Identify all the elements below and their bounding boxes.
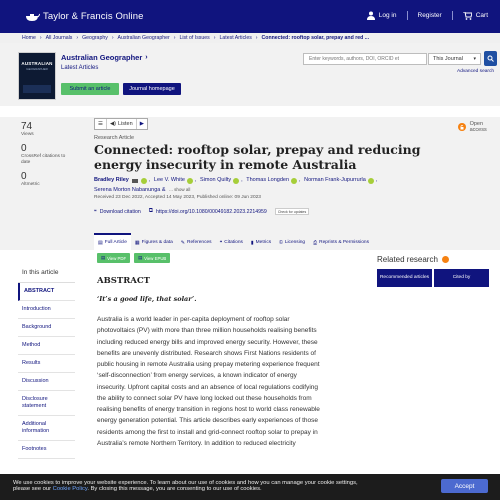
email-icon [132, 179, 138, 183]
check-for-updates-button[interactable]: Check for updates [275, 208, 309, 215]
register-link[interactable]: Register [417, 12, 442, 19]
abstract-line: Australia is a world leader in per-capita deployment of rooftop solar [97, 316, 290, 323]
article-title: Connected: rooftop solar, prepay and reducing energy insecurity in remote Australia [94, 142, 421, 172]
crossref-label: CrossRef citations to date [21, 154, 66, 165]
toc-item-footnotes[interactable]: Footnotes [18, 441, 75, 459]
toc-item-additional-info[interactable]: Additional information [18, 416, 75, 441]
altmetric-count: 0 [21, 171, 27, 182]
tab-label: Full Article [104, 240, 127, 245]
tab-label: Citations [224, 240, 243, 245]
toc-item-background[interactable]: Background [18, 319, 75, 337]
author-item[interactable]: Serena Morton Nabanunga & [94, 187, 166, 193]
author-item[interactable]: Bradley Riley , [94, 177, 151, 183]
abstract-line: photovoltaics (PV) with more than three million households realising benefits [97, 327, 317, 335]
toc-item-disclosure[interactable]: Disclosure statement [18, 391, 75, 416]
author-name: Norman Frank-Jupurrurla [304, 177, 366, 183]
tab-full-article[interactable] [94, 233, 131, 250]
breadcrumb-separator: › [255, 35, 258, 41]
breadcrumb-home[interactable]: Home [22, 35, 36, 41]
speaker-icon: ◀) [109, 121, 116, 127]
tab-cited-by[interactable]: Cited by [434, 269, 489, 287]
toc-item-method[interactable]: Method [18, 337, 75, 355]
author-item[interactable]: Norman Frank-Jupurrurla , [304, 177, 378, 183]
breadcrumb-separator: › [76, 35, 79, 41]
epub-icon: ▤ [138, 255, 143, 260]
cookie-line-1: We use cookies to improve your website experience. To learn about our use of cookies and how you can manage your cookie settings, [13, 480, 358, 486]
author-list [94, 176, 424, 195]
advanced-search-link[interactable]: Advanced search [457, 69, 495, 74]
listen-label: Listen [118, 121, 133, 127]
abstract-line: insecurity. Upfront capital costs and an absence of local regulations codifying [97, 383, 319, 391]
search-button[interactable] [484, 51, 497, 66]
breadcrumb-separator: › [173, 35, 176, 41]
search-scope-value: This Journal [433, 56, 463, 62]
abstract-line: residents among the first to install and grid-connect rooftop solar to prepay in [97, 428, 318, 436]
cover-subtitle: GEOGRAPHER [26, 67, 48, 71]
tab-reprints-permissions[interactable] [309, 235, 373, 250]
cover-band [23, 85, 51, 93]
tab-label: Licensing [284, 240, 306, 245]
journal-subtitle[interactable]: Latest Articles [61, 65, 99, 71]
listen-button[interactable] [107, 119, 137, 129]
related-research-heading [377, 255, 489, 264]
abstract-epigraph: ‘It’s a good life, that solar’. [97, 295, 197, 303]
cookie-line-2 [13, 486, 433, 492]
abstract-line: realising benefits of energy transition in regions host to world class renewable [97, 406, 320, 413]
author-name: Lee V. White [153, 177, 185, 183]
altmetric-metric[interactable] [21, 172, 71, 188]
menu-icon[interactable]: ☰ [95, 119, 107, 129]
tab-metrics[interactable] [247, 235, 275, 250]
breadcrumb-separator: › [111, 35, 114, 41]
breadcrumb-journal[interactable]: Australian Geographer [117, 35, 170, 41]
author-name: Simon Quilty [199, 177, 232, 183]
top-navigation-bar [0, 0, 500, 33]
download-buttons [97, 253, 174, 263]
tab-citations[interactable] [216, 235, 247, 250]
cookie-message [13, 480, 433, 493]
open-access-label: Open access [469, 121, 487, 133]
abstract-line: the ability to connect solar PV have long locked out these households from [97, 394, 312, 402]
tab-label: References [187, 240, 212, 245]
user-icon [367, 11, 375, 20]
image-icon: ▦ [134, 239, 140, 246]
abstract-line: energy generation potential. This article describes early experiences of those [97, 417, 319, 425]
open-access-lock-icon [458, 123, 466, 131]
orcid-icon[interactable] [187, 178, 193, 184]
chevron-down-icon: ▾ [473, 56, 476, 62]
orcid-icon[interactable] [368, 178, 374, 184]
author-item[interactable]: Simon Quilty , [199, 177, 243, 183]
article-metrics [21, 122, 71, 194]
brand-logo[interactable] [24, 11, 144, 23]
tab-figures-data[interactable] [131, 235, 177, 250]
view-epub-button[interactable] [134, 253, 170, 263]
journal-homepage-button[interactable]: Journal homepage [123, 83, 181, 95]
play-icon[interactable]: ▶ [139, 121, 144, 127]
altmetric-label: Altmetric [21, 182, 40, 187]
bar-chart-icon: ▮ [250, 239, 254, 246]
cart-label: Cart [475, 12, 488, 19]
view-epub-label: View EPUB [144, 255, 167, 261]
toc-heading: In this article [18, 265, 75, 283]
citation-row [94, 208, 309, 215]
author-item[interactable]: Lee V. White , [153, 177, 197, 183]
breadcrumb [0, 33, 500, 43]
tab-label: Reprints & Permissions [319, 240, 369, 245]
views-metric[interactable] [21, 122, 71, 138]
account-actions [367, 11, 488, 20]
journal-header [0, 43, 500, 106]
breadcrumb-issues[interactable]: List of Issues [179, 35, 210, 41]
doi-label: https://doi.org/10.1080/00049182.2023.2214959 [156, 208, 267, 215]
abstract-line: public housing in remote Australia using prepay metering experience frequent [97, 361, 320, 368]
cookie-text-after: . By closing this message, you are consenting to our use of cookies. [87, 486, 262, 493]
submit-article-button[interactable]: Submit an article [61, 83, 119, 95]
cover-title: AUSTRALIAN [21, 61, 53, 66]
info-icon[interactable] [442, 256, 449, 263]
author-name: Bradley Riley [94, 177, 129, 183]
orcid-icon[interactable] [291, 178, 297, 184]
tab-recommended-articles[interactable]: Recommended articles [377, 269, 432, 287]
view-pdf-button[interactable] [97, 253, 130, 263]
download-citation-link[interactable] [94, 209, 141, 215]
orcid-icon[interactable] [233, 178, 239, 184]
related-tabs [377, 269, 489, 287]
views-count: 74 [21, 121, 33, 132]
quote-icon: ❝ [219, 239, 223, 246]
abstract-body [97, 314, 357, 449]
author-name: Thomas Longden [246, 177, 290, 183]
doi-link[interactable] [149, 208, 267, 215]
teapot-logo-icon [24, 11, 40, 23]
toc-item-abstract[interactable]: ABSTRACT [18, 283, 75, 301]
journal-title-link[interactable] [61, 53, 148, 62]
divider [452, 11, 453, 20]
related-research-panel [377, 255, 489, 287]
abstract-heading: ABSTRACT [97, 276, 150, 286]
orcid-icon[interactable] [141, 178, 147, 184]
search-scope-select[interactable] [428, 53, 481, 65]
breadcrumb-all-journals[interactable]: All Journals [45, 35, 73, 41]
search-input[interactable] [303, 53, 427, 65]
chevron-right-icon: › [145, 54, 148, 61]
cookie-policy-link[interactable]: Cookie Policy [52, 486, 88, 493]
breadcrumb-separator: › [39, 35, 42, 41]
abstract-line: including reduced energy bills and improved energy security. However, these [97, 338, 318, 346]
copyright-icon: © [279, 239, 283, 246]
login-label: Log in [378, 12, 397, 19]
accept-cookies-button[interactable]: Accept [441, 479, 488, 493]
abstract-line: benefits are unevenly distributed. Research shows First Nations residents of [97, 349, 316, 357]
login-link[interactable] [367, 11, 397, 20]
pdf-icon: ▤ [101, 255, 106, 260]
toc-item-introduction[interactable]: Introduction [18, 301, 75, 319]
cookie-text-before: please see our [13, 486, 53, 493]
tab-references[interactable] [177, 235, 216, 250]
tab-label: Metrics [255, 240, 272, 245]
tab-licensing[interactable] [275, 235, 309, 250]
author-name: Serena Morton Nabanunga [94, 187, 161, 193]
brand-name: Taylor & Francis Online [43, 11, 144, 22]
search-icon [487, 55, 494, 62]
pencil-icon: ✎ [180, 239, 185, 246]
quote-icon: ❝ [94, 208, 97, 215]
publication-dates: Received 23 Dec 2022, Accepted 14 May 2023, Published online: 09 Jun 2023 [94, 195, 261, 200]
toc-item-discussion[interactable]: Discussion [18, 373, 75, 391]
abstract-line: ‘self-disconnection’ from energy services, a known indicator of energy [97, 372, 297, 380]
journal-cover-image[interactable] [18, 52, 56, 100]
listen-toolbar [94, 118, 148, 130]
view-pdf-label: View PDF [107, 255, 127, 261]
cart-icon [463, 12, 472, 20]
cart-link[interactable] [463, 12, 488, 20]
divider [407, 11, 408, 20]
article-tabs [94, 232, 373, 250]
cookie-banner [0, 474, 500, 500]
journal-title: Australian Geographer [61, 53, 143, 62]
breadcrumb-geography[interactable]: Geography [82, 35, 108, 41]
author-item[interactable]: Thomas Longden , [246, 177, 301, 183]
document-icon: ▤ [98, 239, 103, 246]
related-research-title: Related research [377, 255, 438, 264]
crossref-metric[interactable] [21, 144, 71, 166]
read-aloud-player [94, 118, 148, 130]
toc-item-results[interactable]: Results [18, 355, 75, 373]
breadcrumb-separator: › [213, 35, 216, 41]
tab-label: Figures & data [141, 240, 173, 245]
download-citation-label: Download citation [99, 208, 141, 215]
open-access-badge [458, 121, 500, 133]
breadcrumb-latest[interactable]: Latest Articles [219, 35, 252, 41]
printer-icon: ⎙ [313, 239, 318, 246]
external-link-icon: ⧉ [148, 208, 154, 214]
views-label: Views [21, 132, 34, 137]
article-type: Research Article [94, 135, 135, 141]
abstract-line: Australia’s remote Northern Territory. In addition to reduced electricity [97, 439, 296, 447]
crossref-count: 0 [21, 143, 27, 154]
show-all-authors-link[interactable]: ... show all [169, 187, 191, 192]
breadcrumb-current: Connected: rooftop solar, prepay and red ... [261, 35, 370, 41]
table-of-contents [18, 265, 75, 459]
